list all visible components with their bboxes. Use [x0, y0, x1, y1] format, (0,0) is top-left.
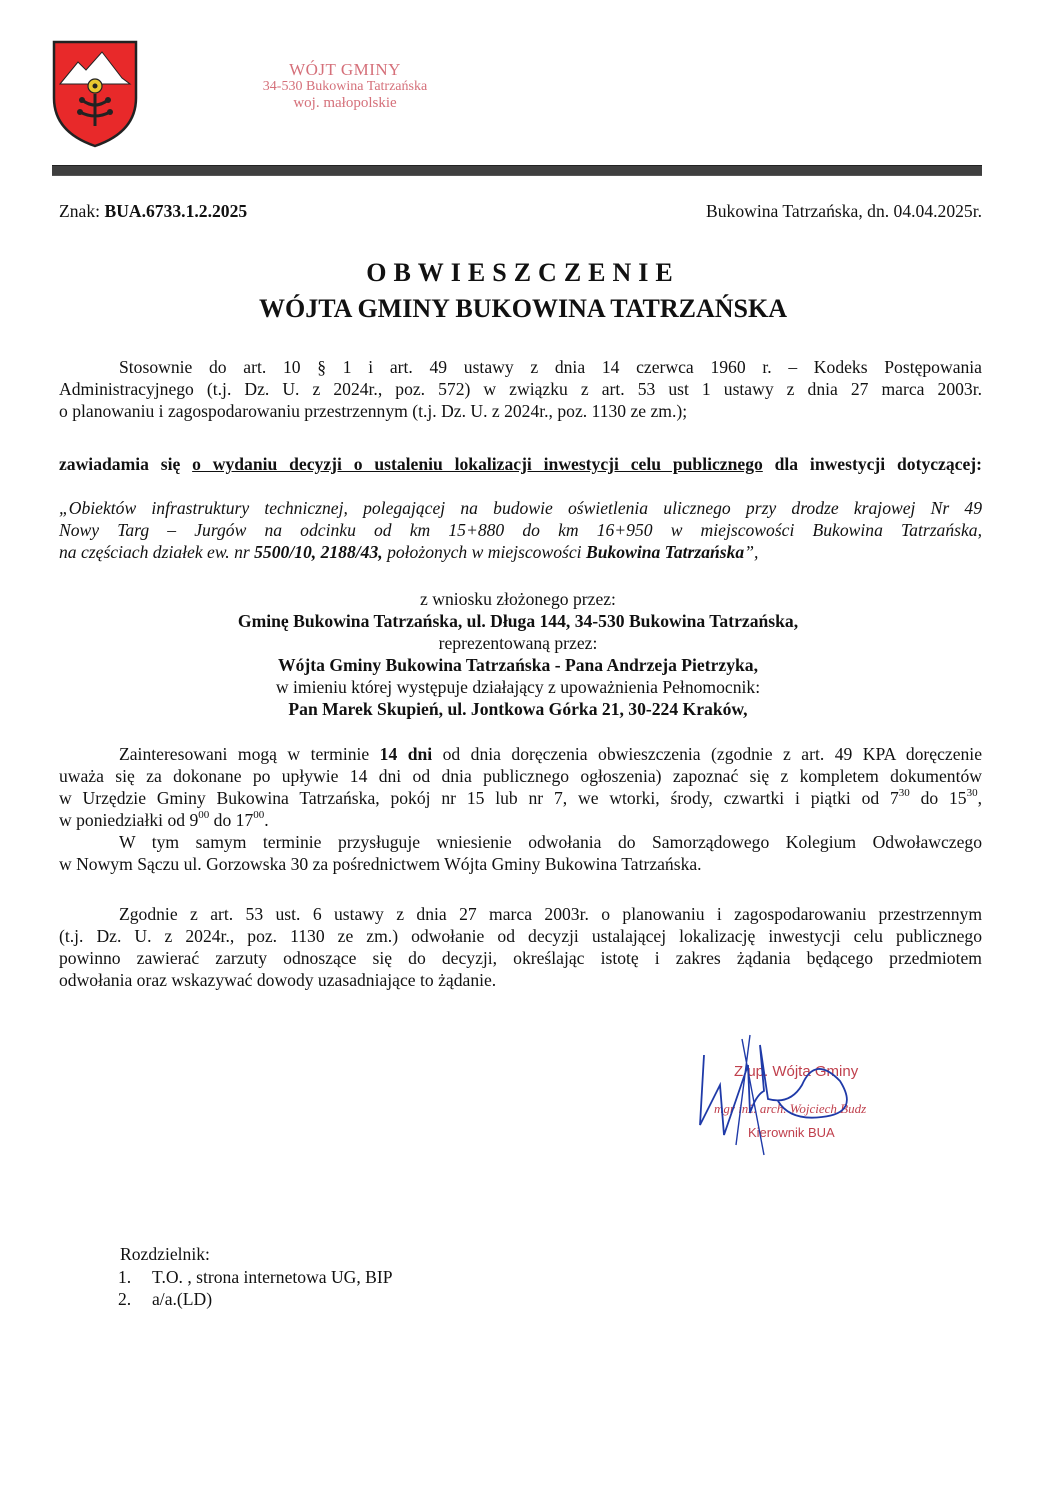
item-number: 2. [118, 1289, 132, 1309]
office-stamp [240, 60, 450, 112]
intro-paragraph [59, 356, 982, 422]
info-text: do 15 [909, 788, 967, 808]
investment-text: położonych w miejscowości [382, 542, 586, 562]
info-line [59, 809, 982, 831]
stamp-line-3: woj. małopolskie [293, 94, 397, 111]
info-line: w Nowym Sączu ul. Gorzowska 30 za pośrednictwem Wójta Gminy Bukowina Tatrzańska. [59, 854, 702, 874]
stamp-line-1: WÓJT GMINY [289, 60, 401, 79]
time-sup: 30 [898, 787, 910, 800]
handwritten-signature [690, 1025, 890, 1165]
applicant-line: reprezentowaną przez: [438, 633, 598, 653]
notice-underlined: o wydaniu decyzji o ustaleniu lokalizacji inwestycji celu publicznego [192, 454, 763, 474]
item-text: T.O. , strona internetowa UG, BIP [152, 1267, 393, 1287]
item-number: 1. [118, 1267, 132, 1287]
investment-line [59, 541, 982, 563]
info-text: w Urzędzie Gminy Bukowina Tatrzańska, pokój nr 15 lub nr 7, we wtorki, środy, czwartki i piątki od 7 [59, 788, 899, 808]
representative-name: Wójta Gminy Bukowina Tatrzańska - Pana Andrzeja Pietrzyka, [278, 655, 758, 675]
info-line: uważa się za dokonane po upływie 14 dni od dnia publicznego ogłoszenia) zapoznać się z kompletem dokumentów [59, 766, 982, 786]
info-text: . [264, 810, 269, 830]
info-line: W tym samym terminie przysługuje wniesienie odwołania do Samorządowego Kolegium Odwoławczego [119, 832, 982, 852]
item-text: a/a.(LD) [152, 1289, 213, 1309]
appeal-line: Zgodnie z art. 53 ust. 6 ustawy z dnia 27 marca 2003r. o planowaniu i zagospodarowaniu przestrzennym [119, 904, 982, 924]
info-text: , [977, 788, 982, 808]
intro-line: Stosownie do art. 10 § 1 i art. 49 ustawy z dnia 14 czerwca 1960 r. – Kodeks Postępowania [119, 357, 982, 377]
reference-number [59, 200, 247, 222]
place-date: Bukowina Tatrzańska, dn. 04.04.2025r. [706, 201, 982, 221]
distribution-title: Rozdzielnik: [120, 1244, 210, 1264]
distribution-list [118, 1266, 393, 1310]
parcel-numbers: 5500/10, 2188/43, [254, 542, 383, 562]
info-text: w poniedziałki od 9 [59, 810, 199, 830]
distribution-item [118, 1266, 393, 1288]
investment-description [59, 497, 982, 563]
header-divider [52, 165, 982, 176]
intro-line: Administracyjnego (t.j. Dz. U. z 2024r., poz. 572) w związku z art. 53 ust 1 ustawy z dnia 27 marca 2003r. [59, 379, 982, 399]
title-line-2: WÓJTA GMINY BUKOWINA TATRZAŃSKA [258, 294, 787, 323]
applicant-name: Gminę Bukowina Tatrzańska, ul. Długa 144, 34-530 Bukowina Tatrzańska, [237, 611, 799, 631]
investment-line: Nowy Targ – Jurgów na odcinku od km 15+880 do km 16+950 w miejscowości Bukowina Tatrzańska, [59, 520, 982, 540]
time-sup: 30 [966, 787, 978, 800]
investment-text: ”, [744, 542, 759, 562]
info-line [59, 787, 982, 809]
applicant-line: z wniosku złożonego przez: [420, 589, 616, 609]
time-sup: 00 [198, 809, 210, 822]
info-line [59, 743, 982, 765]
applicant-line: w imieniu której występuje działający z upoważnienia Pełnomocnik: [275, 677, 761, 697]
title-line-1: OBWIESZCZENIE [366, 258, 680, 287]
reference-value: BUA.6733.1.2.2025 [104, 201, 248, 221]
investment-text: na częściach działek ew. nr [59, 542, 255, 562]
deadline: 14 dni [379, 744, 433, 764]
info-paragraph [59, 743, 982, 875]
info-text: od dnia doręczenia obwieszczenia (zgodnie z art. 49 KPA doręczenie [432, 744, 982, 764]
reference-label: Znak: [59, 201, 101, 221]
notice-line [59, 453, 982, 475]
locality: Bukowina Tatrzańska [585, 542, 745, 562]
signature-line-1: Z up. Wójta Gminy [734, 1063, 859, 1080]
info-text: Zainteresowani mogą w terminie [119, 744, 380, 764]
appeal-line: (t.j. Dz. U. z 2024r., poz. 1130 ze zm.) odwołanie od decyzji ustalającej lokalizację inwestycji celu publicznego [59, 926, 982, 946]
signature-line-2: mgr inż. arch. Wojciech Budz [714, 1101, 867, 1116]
applicant-block [0, 588, 1036, 720]
notice-text: zawiadamia się [59, 454, 193, 474]
appeal-paragraph [59, 903, 982, 991]
proxy-name: Pan Marek Skupień, ul. Jontkowa Górka 21, 30-224 Kraków, [288, 699, 748, 719]
stamp-line-2: 34-530 Bukowina Tatrzańska [262, 79, 428, 95]
investment-line: „Obiektów infrastruktury technicznej, polegającej na budowie oświetlenia ulicznego przy drodze krajowej Nr 49 [59, 498, 982, 518]
notice-text: dla inwestycji dotyczącej: [762, 454, 982, 474]
distribution-item [118, 1288, 393, 1310]
coat-of-arms-logo [52, 40, 138, 148]
appeal-line: odwołania oraz wskazywać dowody uzasadniające to żądanie. [59, 970, 497, 990]
signature-line-3: Kierownik BUA [748, 1125, 835, 1140]
intro-line: o planowaniu i zagospodarowaniu przestrzennym (t.j. Dz. U. z 2024r., poz. 1130 ze zm.); [59, 401, 688, 421]
info-text: do 17 [209, 810, 254, 830]
appeal-line: powinno zawierać zarzuty odnoszące się do decyzji, określając istotę i zakres żądania będącego przedmiotem [59, 948, 982, 968]
time-sup: 00 [253, 809, 265, 822]
